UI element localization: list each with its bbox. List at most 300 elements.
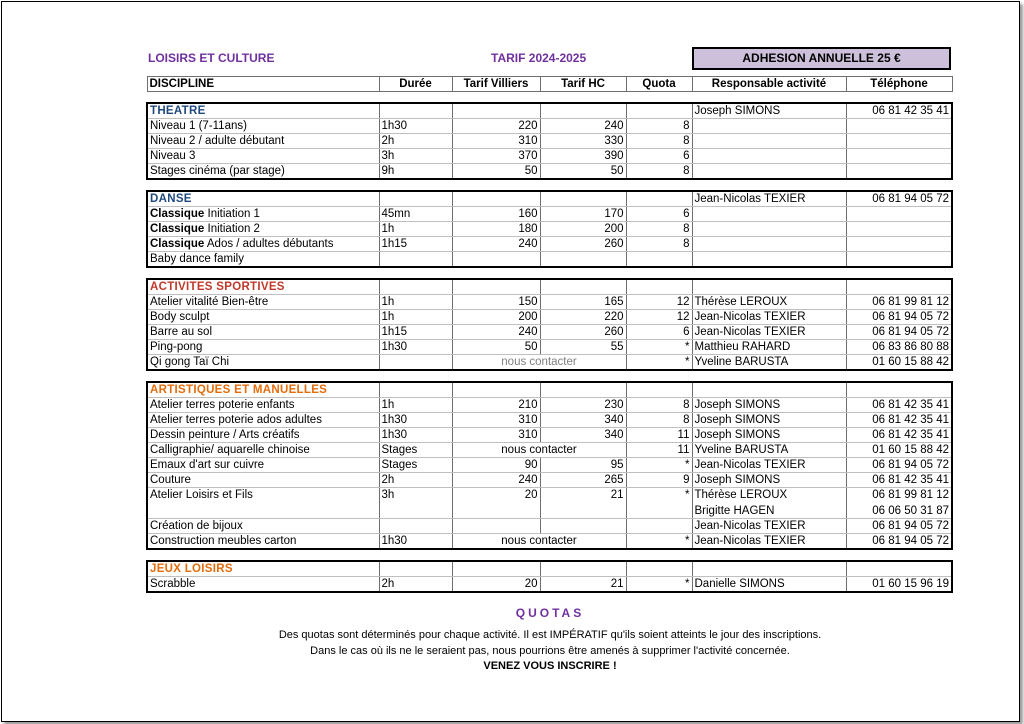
table-row bbox=[147, 134, 952, 149]
telephone-cell bbox=[846, 473, 952, 488]
quota-cell: * bbox=[626, 458, 692, 473]
responsable-name: Jean-Nicolas TEXIER bbox=[694, 459, 806, 471]
duree-cell: 1h bbox=[379, 222, 452, 237]
quota-cell: 12 bbox=[626, 295, 692, 310]
tarif-villiers-cell: 200 bbox=[452, 310, 540, 325]
responsable-name: Jean-Nicolas TEXIER bbox=[694, 535, 806, 547]
telephone-cell bbox=[846, 134, 952, 149]
quota-cell: 8 bbox=[626, 134, 692, 149]
telephone-cell bbox=[846, 428, 952, 443]
tarif-villiers-cell: 150 bbox=[452, 295, 540, 310]
tarif-hc-cell: 50 bbox=[540, 164, 626, 180]
section-header-row bbox=[147, 279, 952, 295]
empty-cell bbox=[540, 191, 626, 207]
quota-cell: 6 bbox=[626, 149, 692, 164]
section-responsable bbox=[692, 382, 846, 398]
responsable-cell bbox=[692, 295, 846, 310]
spacer-cell bbox=[452, 92, 540, 104]
section-spacer bbox=[147, 179, 952, 191]
responsable-name: Joseph SIMONS bbox=[694, 474, 781, 486]
responsable-name: Matthieu RAHARD bbox=[694, 341, 791, 353]
spacer-cell bbox=[452, 370, 540, 382]
section-telephone bbox=[846, 561, 952, 577]
table-row bbox=[147, 355, 952, 371]
spacer-cell bbox=[379, 267, 452, 279]
section-spacer bbox=[147, 370, 952, 382]
discipline-label: Construction meubles carton bbox=[150, 535, 297, 547]
table-row bbox=[147, 295, 952, 310]
telephone-number: 06 83 86 80 88 bbox=[872, 341, 949, 353]
quota-cell bbox=[626, 519, 692, 534]
quota-cell: 11 bbox=[626, 443, 692, 458]
discipline-label: Couture bbox=[150, 474, 191, 486]
section-spacer bbox=[147, 92, 952, 104]
table-row bbox=[147, 207, 952, 222]
telephone-cell bbox=[846, 237, 952, 252]
spacer-cell bbox=[540, 179, 626, 191]
spacer-cell bbox=[379, 179, 452, 191]
responsable-cell bbox=[692, 207, 846, 222]
spacer-cell bbox=[540, 92, 626, 104]
tarif-villiers-cell: 20 bbox=[452, 488, 540, 519]
duree-cell: 2h bbox=[379, 473, 452, 488]
responsable-cell bbox=[692, 519, 846, 534]
discipline-label: Ados / adultes débutants bbox=[204, 238, 334, 250]
telephone-cell bbox=[846, 413, 952, 428]
duree-cell bbox=[379, 519, 452, 534]
spacer-cell bbox=[452, 549, 540, 561]
table-header-row bbox=[147, 77, 952, 92]
quota-cell: * bbox=[626, 534, 692, 550]
section-header-row bbox=[147, 191, 952, 207]
spacer-cell bbox=[147, 549, 379, 561]
responsable-cell bbox=[692, 237, 846, 252]
telephone-number: 01 60 15 96 19 bbox=[872, 578, 949, 590]
discipline-cell bbox=[147, 207, 379, 222]
discipline-cell bbox=[147, 413, 379, 428]
section-responsable: Jean-Nicolas TEXIER bbox=[692, 191, 846, 207]
discipline-label: Ping-pong bbox=[150, 341, 203, 353]
section-header-row bbox=[147, 382, 952, 398]
section-spacer bbox=[147, 549, 952, 561]
duree-cell: 9h bbox=[379, 164, 452, 180]
telephone-cell bbox=[846, 119, 952, 134]
spacer-cell bbox=[540, 370, 626, 382]
empty-cell bbox=[452, 191, 540, 207]
responsable-cell bbox=[692, 534, 846, 550]
spacer-cell bbox=[379, 92, 452, 104]
tarif-hc-cell: 220 bbox=[540, 310, 626, 325]
col-header-tarif-villiers: Tarif Villiers bbox=[452, 77, 540, 92]
tarif-villiers-cell: 310 bbox=[452, 413, 540, 428]
spacer-cell bbox=[626, 92, 692, 104]
responsable-name: Jean-Nicolas TEXIER bbox=[694, 326, 806, 338]
spacer-cell bbox=[147, 370, 379, 382]
table-row bbox=[147, 534, 952, 550]
tarif-villiers-cell: 370 bbox=[452, 149, 540, 164]
spacer-cell bbox=[846, 267, 952, 279]
quota-cell: 8 bbox=[626, 222, 692, 237]
tarif-villiers-cell bbox=[452, 519, 540, 534]
empty-cell bbox=[540, 279, 626, 295]
section-spacer bbox=[147, 267, 952, 279]
telephone-number: 01 60 15 88 42 bbox=[872, 444, 949, 456]
duree-cell: 1h15 bbox=[379, 325, 452, 340]
responsable-name: Thérèse LEROUX bbox=[694, 296, 788, 308]
discipline-cell bbox=[147, 534, 379, 550]
spacer-cell bbox=[626, 549, 692, 561]
discipline-label: Niveau 1 (7-11ans) bbox=[150, 120, 247, 132]
quota-cell: * bbox=[626, 355, 692, 371]
table-row bbox=[147, 398, 952, 413]
tarif-hc-cell bbox=[540, 519, 626, 534]
duree-cell: 1h30 bbox=[379, 119, 452, 134]
telephone-number: 06 81 94 05 72 bbox=[872, 459, 949, 471]
table-row bbox=[147, 428, 952, 443]
discipline-label: Atelier Loisirs et Fils bbox=[150, 489, 253, 501]
tarif-hc-cell: 390 bbox=[540, 149, 626, 164]
discipline-cell bbox=[147, 222, 379, 237]
tariff-table bbox=[146, 76, 953, 593]
telephone-cell bbox=[846, 310, 952, 325]
table-row bbox=[147, 443, 952, 458]
discipline-label: Qi gong Taï Chi bbox=[150, 356, 230, 368]
tarif-villiers-cell: 240 bbox=[452, 237, 540, 252]
discipline-cell bbox=[147, 164, 379, 180]
table-row bbox=[147, 237, 952, 252]
quota-cell: 12 bbox=[626, 310, 692, 325]
section-title: DANSE bbox=[147, 191, 379, 207]
spacer-cell bbox=[452, 267, 540, 279]
tarif-hc-cell: 240 bbox=[540, 119, 626, 134]
discipline-cell bbox=[147, 325, 379, 340]
col-header-quota: Quota bbox=[626, 77, 692, 92]
spacer-cell bbox=[846, 549, 952, 561]
discipline-label: Barre au sol bbox=[150, 326, 213, 338]
spacer-cell bbox=[692, 179, 846, 191]
tarif-hc-cell: 260 bbox=[540, 325, 626, 340]
discipline-label: Calligraphie/ aquarelle chinoise bbox=[150, 444, 310, 456]
responsable-name: Yveline BARUSTA bbox=[694, 356, 789, 368]
duree-cell: 1h bbox=[379, 295, 452, 310]
empty-cell bbox=[540, 103, 626, 119]
col-header-responsable: Responsable activité bbox=[692, 77, 846, 92]
responsable-cell bbox=[692, 355, 846, 371]
spacer-cell bbox=[379, 370, 452, 382]
discipline-cell bbox=[147, 398, 379, 413]
tariff-title: TARIF 2024-2025 bbox=[491, 51, 587, 65]
duree-cell: 1h30 bbox=[379, 428, 452, 443]
telephone-number: 06 06 50 31 87 bbox=[872, 505, 949, 517]
responsable-name: Thérèse LEROUX bbox=[694, 489, 788, 501]
quota-cell: * bbox=[626, 340, 692, 355]
telephone-cell bbox=[846, 577, 952, 593]
table-row bbox=[147, 519, 952, 534]
discipline-label: Atelier terres poterie ados adultes bbox=[150, 414, 322, 426]
responsable-cell bbox=[692, 149, 846, 164]
discipline-cell bbox=[147, 473, 379, 488]
discipline-category: Classique bbox=[150, 208, 205, 220]
table-row bbox=[147, 222, 952, 237]
telephone-cell bbox=[846, 443, 952, 458]
section-responsable: Joseph SIMONS bbox=[692, 103, 846, 119]
duree-cell: 1h15 bbox=[379, 237, 452, 252]
duree-cell bbox=[379, 252, 452, 268]
quotas-text-line3: VENEZ VOUS INSCRIRE ! bbox=[483, 660, 617, 672]
quota-cell: 11 bbox=[626, 428, 692, 443]
discipline-cell bbox=[147, 119, 379, 134]
duree-cell: Stages bbox=[379, 443, 452, 458]
telephone-number: 01 60 15 88 42 bbox=[872, 356, 949, 368]
tarif-hc-cell: 95 bbox=[540, 458, 626, 473]
tarif-villiers-cell: 160 bbox=[452, 207, 540, 222]
responsable-name: Jean-Nicolas TEXIER bbox=[694, 311, 806, 323]
discipline-label: Niveau 2 / adulte débutant bbox=[150, 135, 285, 147]
discipline-label: Scrabble bbox=[150, 578, 196, 590]
responsable-cell bbox=[692, 398, 846, 413]
empty-cell bbox=[626, 103, 692, 119]
col-header-discipline: DISCIPLINE bbox=[147, 77, 379, 92]
quota-cell: * bbox=[626, 488, 692, 519]
col-header-tarif-hc: Tarif HC bbox=[540, 77, 626, 92]
discipline-label: Niveau 3 bbox=[150, 150, 196, 162]
table-row bbox=[147, 473, 952, 488]
quota-cell: 8 bbox=[626, 237, 692, 252]
section-header-row bbox=[147, 103, 952, 119]
col-header-duree: Durée bbox=[379, 77, 452, 92]
discipline-cell bbox=[147, 355, 379, 371]
tarif-villiers-cell: 210 bbox=[452, 398, 540, 413]
responsable-cell bbox=[692, 325, 846, 340]
section-responsable bbox=[692, 279, 846, 295]
spacer-cell bbox=[626, 267, 692, 279]
quota-cell: 8 bbox=[626, 119, 692, 134]
spacer-cell bbox=[626, 370, 692, 382]
responsable-cell bbox=[692, 473, 846, 488]
telephone-number: 06 81 94 05 72 bbox=[872, 326, 949, 338]
responsable-cell bbox=[692, 340, 846, 355]
telephone-cell bbox=[846, 340, 952, 355]
quota-cell: * bbox=[626, 577, 692, 593]
table-row bbox=[147, 310, 952, 325]
telephone-cell bbox=[846, 534, 952, 550]
duree-cell: 2h bbox=[379, 134, 452, 149]
spacer-cell bbox=[540, 549, 626, 561]
spacer-cell bbox=[626, 179, 692, 191]
discipline-label: Baby dance family bbox=[150, 253, 244, 265]
spacer-cell bbox=[379, 549, 452, 561]
telephone-cell bbox=[846, 252, 952, 268]
empty-cell bbox=[452, 382, 540, 398]
responsable-cell bbox=[692, 310, 846, 325]
discipline-label: Initiation 2 bbox=[204, 223, 260, 235]
spacer-cell bbox=[692, 370, 846, 382]
section-title: ARTISTIQUES ET MANUELLES bbox=[147, 382, 379, 398]
discipline-cell bbox=[147, 519, 379, 534]
responsable-name: Yveline BARUSTA bbox=[694, 444, 789, 456]
tarif-villiers-cell: 220 bbox=[452, 119, 540, 134]
telephone-cell bbox=[846, 398, 952, 413]
discipline-category: Classique bbox=[150, 238, 205, 250]
section-title: JEUX LOISIRS bbox=[147, 561, 379, 577]
tarif-villiers-cell: 180 bbox=[452, 222, 540, 237]
tarif-hc-cell: 265 bbox=[540, 473, 626, 488]
empty-cell bbox=[379, 561, 452, 577]
section-responsable bbox=[692, 561, 846, 577]
discipline-cell bbox=[147, 310, 379, 325]
discipline-label: Initiation 1 bbox=[204, 208, 260, 220]
table-row bbox=[147, 325, 952, 340]
tarif-villiers-cell: 240 bbox=[452, 473, 540, 488]
empty-cell bbox=[626, 279, 692, 295]
spacer-cell bbox=[846, 179, 952, 191]
tarif-hc-cell: 165 bbox=[540, 295, 626, 310]
section-telephone: 06 81 42 35 41 bbox=[846, 103, 952, 119]
empty-cell bbox=[452, 561, 540, 577]
telephone-number: 06 81 99 81 12 bbox=[872, 489, 949, 501]
spacer-cell bbox=[692, 92, 846, 104]
empty-cell bbox=[379, 191, 452, 207]
table-row bbox=[147, 149, 952, 164]
table-row bbox=[147, 577, 952, 593]
quota-cell: 6 bbox=[626, 207, 692, 222]
contact-note-cell: nous contacter bbox=[452, 534, 626, 550]
duree-cell: 1h30 bbox=[379, 340, 452, 355]
duree-cell: 3h bbox=[379, 488, 452, 519]
quota-cell: 6 bbox=[626, 325, 692, 340]
duree-cell: 45mn bbox=[379, 207, 452, 222]
telephone-cell bbox=[846, 355, 952, 371]
telephone-cell bbox=[846, 207, 952, 222]
discipline-cell bbox=[147, 428, 379, 443]
telephone-number: 06 81 42 35 41 bbox=[872, 474, 949, 486]
discipline-cell bbox=[147, 458, 379, 473]
left-title: LOISIRS ET CULTURE bbox=[148, 51, 275, 65]
empty-cell bbox=[540, 382, 626, 398]
discipline-category: Classique bbox=[150, 223, 205, 235]
quotas-text-line1: Des quotas sont déterminés pour chaque activité. Il est IMPÉRATIF qu'ils soient atteints le jour des inscriptions. bbox=[278, 629, 822, 641]
section-telephone: 06 81 94 05 72 bbox=[846, 191, 952, 207]
telephone-number: 06 81 42 35 41 bbox=[872, 414, 949, 426]
responsable-name: Brigitte HAGEN bbox=[694, 505, 775, 517]
telephone-cell bbox=[846, 164, 952, 180]
section-title: THEATRE bbox=[147, 103, 379, 119]
spacer-cell bbox=[692, 549, 846, 561]
discipline-cell bbox=[147, 443, 379, 458]
quota-cell bbox=[626, 252, 692, 268]
telephone-number: 06 81 94 05 72 bbox=[872, 311, 949, 323]
spacer-cell bbox=[147, 267, 379, 279]
responsable-cell bbox=[692, 443, 846, 458]
telephone-number: 06 81 99 81 12 bbox=[872, 296, 949, 308]
telephone-cell bbox=[846, 295, 952, 310]
responsable-cell bbox=[692, 488, 846, 519]
tarif-hc-cell: 330 bbox=[540, 134, 626, 149]
responsable-name: Danielle SIMONS bbox=[694, 578, 785, 590]
quota-cell: 8 bbox=[626, 413, 692, 428]
telephone-cell bbox=[846, 458, 952, 473]
responsable-name: Joseph SIMONS bbox=[694, 414, 781, 426]
empty-cell bbox=[452, 103, 540, 119]
empty-cell bbox=[379, 382, 452, 398]
telephone-cell bbox=[846, 519, 952, 534]
discipline-cell bbox=[147, 149, 379, 164]
responsable-cell bbox=[692, 413, 846, 428]
discipline-cell bbox=[147, 295, 379, 310]
contact-note-cell: nous contacter bbox=[452, 443, 626, 458]
duree-cell: 2h bbox=[379, 577, 452, 593]
telephone-number: 06 81 42 35 41 bbox=[872, 399, 949, 411]
discipline-cell bbox=[147, 340, 379, 355]
empty-cell bbox=[452, 279, 540, 295]
quota-cell: 8 bbox=[626, 398, 692, 413]
telephone-cell bbox=[846, 222, 952, 237]
spacer-cell bbox=[452, 179, 540, 191]
discipline-label: Atelier vitalité Bien-être bbox=[150, 296, 269, 308]
telephone-number: 06 81 94 05 72 bbox=[872, 520, 949, 532]
quotas-text-line2: Dans le cas où ils ne le seraient pas, nous pourrions être amenés à supprimer l'activité concernée. bbox=[310, 645, 790, 657]
tarif-hc-cell: 260 bbox=[540, 237, 626, 252]
table-row bbox=[147, 119, 952, 134]
responsable-cell bbox=[692, 252, 846, 268]
tarif-villiers-cell: 310 bbox=[452, 428, 540, 443]
empty-cell bbox=[626, 561, 692, 577]
responsable-cell bbox=[692, 458, 846, 473]
table-row bbox=[147, 164, 952, 180]
tarif-hc-cell: 230 bbox=[540, 398, 626, 413]
telephone-number: 06 81 94 05 72 bbox=[872, 535, 949, 547]
tarif-villiers-cell: 90 bbox=[452, 458, 540, 473]
section-telephone bbox=[846, 382, 952, 398]
discipline-label: Création de bijoux bbox=[150, 520, 243, 532]
responsable-cell bbox=[692, 119, 846, 134]
tarif-hc-cell: 21 bbox=[540, 577, 626, 593]
discipline-cell bbox=[147, 252, 379, 268]
section-title: ACTIVITES SPORTIVES bbox=[147, 279, 379, 295]
responsable-cell bbox=[692, 577, 846, 593]
spacer-cell bbox=[147, 92, 379, 104]
discipline-label: Dessin peinture / Arts créatifs bbox=[150, 429, 300, 441]
duree-cell bbox=[379, 355, 452, 371]
tarif-villiers-cell bbox=[452, 252, 540, 268]
telephone-cell bbox=[846, 325, 952, 340]
discipline-cell bbox=[147, 577, 379, 593]
duree-cell: 1h bbox=[379, 310, 452, 325]
table-row bbox=[147, 413, 952, 428]
spacer-cell bbox=[147, 179, 379, 191]
tarif-villiers-cell: 50 bbox=[452, 164, 540, 180]
tarif-villiers-cell: 240 bbox=[452, 325, 540, 340]
duree-cell: 1h30 bbox=[379, 413, 452, 428]
empty-cell bbox=[379, 279, 452, 295]
tarif-hc-cell: 55 bbox=[540, 340, 626, 355]
duree-cell: 1h30 bbox=[379, 534, 452, 550]
spacer-cell bbox=[692, 267, 846, 279]
responsable-name: Jean-Nicolas TEXIER bbox=[694, 520, 806, 532]
discipline-label: Emaux d'art sur cuivre bbox=[150, 459, 265, 471]
section-telephone bbox=[846, 279, 952, 295]
empty-cell bbox=[626, 191, 692, 207]
duree-cell: 3h bbox=[379, 149, 452, 164]
spacer-cell bbox=[846, 370, 952, 382]
table-row bbox=[147, 340, 952, 355]
tarif-villiers-cell: 50 bbox=[452, 340, 540, 355]
tarif-hc-cell: 170 bbox=[540, 207, 626, 222]
discipline-cell bbox=[147, 488, 379, 519]
tarif-villiers-cell: 310 bbox=[452, 134, 540, 149]
table-row bbox=[147, 458, 952, 473]
tarif-hc-cell: 21 bbox=[540, 488, 626, 519]
